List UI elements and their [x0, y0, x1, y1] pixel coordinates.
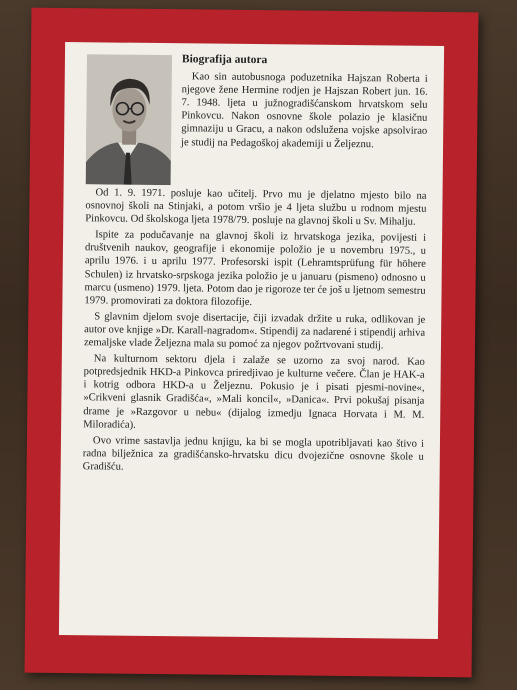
author-portrait-image: [86, 54, 172, 185]
paragraph-teaching-career: Od 1. 9. 1971. posluje kao učitelj. Prvo mu je djelatno mjesto bilo na osnovnoj školi na Stinjaki, a potom vršio je 4 ljeta službu u rodnom mjestu Pinkovcu. Od školskoga ljeta 1978/79. posluje na glavnoj školi u Sv. Mihalju.: [85, 187, 427, 228]
intro-block: [181, 53, 428, 188]
paragraph-cultural-work: Na kulturnom sektoru djela i zalaže se uzorno za svoj narod. Kao potpredsjednik HKD-a Pinkovca priredjivao je kulturne večere. Član je HAK-a i kotrig odbora HKD-a u Željeznu. Pokusio je i pisati pjesmi-novine«, »Crikveni glasnik Gradišća«, »Mali koncil«, »Danica«. Prvi pokušaj pisanja drame je »Razgovor u nebu« (dijalog izmedju Ignaca Horvata i M. M. Miloradića).: [83, 353, 425, 431]
paragraph-birth-education: Kao sin autobusnoga poduzetnika Hajszan Roberta i njegove žene Hermine rodjen je Hajszan Robert jun. 16. 7. 1948. ljeta u južnogradišćanskom hrvatskom selu Pinkovcu. Nakon osnovne škole polazio je klasičnu gimnaziju u Gracu, a nakon odslužena vojske apsolvirao je studij na Pedagoškoj akademiji u Željeznu.: [181, 71, 428, 150]
biography-panel: [59, 42, 444, 639]
biography-title: Biografija autora: [181, 53, 268, 67]
paragraph-current-work: Ovo vrime sastavlja jednu knjigu, ka bi se mogla upotribljavati kao štivo i radna bilježnica za gradišćansko-hrvatsku dicu dvojezične osnovne škole u Gradišću.: [82, 435, 425, 473]
paragraph-dissertation: S glavnim djelom svoje disertacije, čiji izvadak držite u ruka, odlikovan je autor ove knjige »Dr. Karall-nagradom«. Stipendij za nadarené i stipendij arhiva zemaljske vlade Željezna mala su pomoć za njegov požrtvovani studij.: [83, 311, 426, 352]
header-row: [86, 52, 428, 188]
author-photo: [86, 54, 172, 185]
book-back-cover: [25, 8, 479, 678]
paragraph-exams: Ispite za podučavanje na glavnoj školi iz hrvatskoga jezika, povijesti i društvenih naukov, geografije i ekonomije položio je u novembru 1975., u aprilu 1976. i u aprilu 1977. Profesorski ispit (Lehramtsprüfung für höhere Schulen) iz hrvatsko-srpskoga jezika položio je u januaru (pismeno) odnosno u marcu (usmeno) 1979. ljeta. Potom dao je rigoroze ter će još u ljetnom semestru 1979. promovirati za doktora filozofije.: [84, 229, 427, 308]
biography-body: [83, 186, 427, 477]
